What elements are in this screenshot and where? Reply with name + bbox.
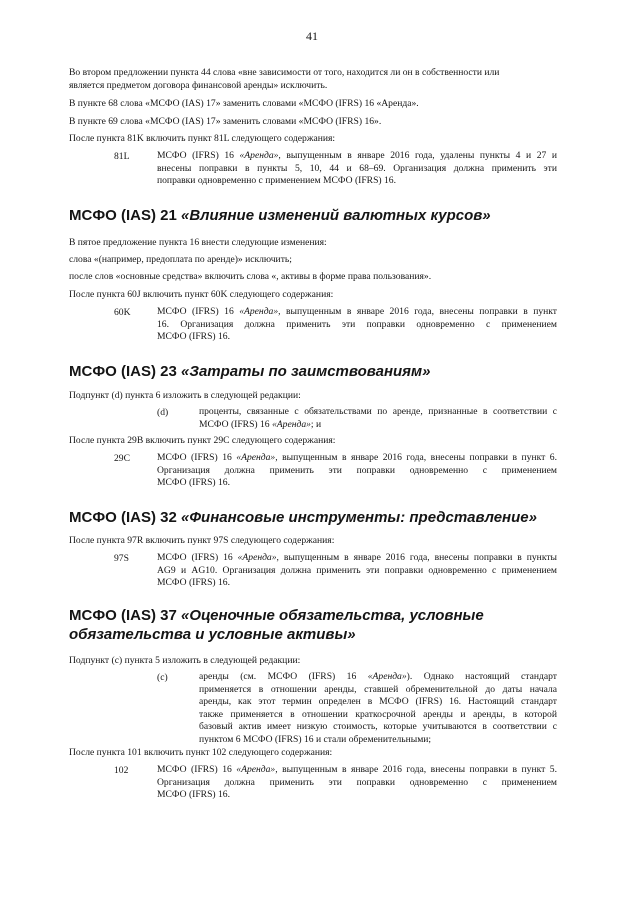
section-heading-ias37: МСФО (IAS) 37 «Оценочные обязательства, условные: [69, 607, 484, 624]
item-text-97s: МСФО (IFRS) 16 «Аренда», выпущенным в январе 2016 года, внесены поправки в пункты AG9 и AG10. Организация должна применить эти поправки одновременно с применением МСФО (IFRS) 16.: [157, 552, 557, 589]
subitem-text-c: аренды (см. МСФО (IFRS) 16 «Аренда»). Однако настоящий стандарт применяется в отношении аренды, ставшей обременительной до даты начала аренды, как этот термин определен в МСФО (IFRS) 16. Настоящий стандарт также применяется в отношении краткосрочной аренды и аренды, в которой базовый актив имеет низкую стоимость, которые учитываются в соответствии с пунктом 6 МСФО (IFRS) 16 и стали обременительными;: [199, 671, 557, 745]
subitem-number-d: (d): [157, 407, 169, 418]
paragraph-ias17-81k: После пункта 81K включить пункт 81L следующего содержания:: [69, 133, 336, 144]
item-number-81l: 81L: [114, 151, 130, 162]
item-text-29c: МСФО (IFRS) 16 «Аренда», выпущенным в январе 2016 года, внесены поправки в пункт 6. Организация должна применить эти поправки одновременно с применением МСФО (IFRS) 16.: [157, 452, 557, 489]
paragraph-ias37-5c: Подпункт (c) пункта 5 изложить в следующей редакции:: [69, 655, 301, 666]
paragraph-ias21-16: В пятое предложение пункта 16 внести следующие изменения:: [69, 237, 327, 248]
page-number: 41: [306, 29, 318, 43]
paragraph-ias21-include: после слов «основные средства» включить слова «, активы в форме права пользования».: [69, 271, 432, 282]
item-text-81l: МСФО (IFRS) 16 «Аренда», выпущенным в январе 2016 года, удалены пункты 4 и 27 и внесены поправки в пункты 5, 10, 44 и 68–69. Организация должна применить эти поправки одновременно с применением МСФО (IFRS) 16.: [157, 150, 558, 187]
subitem-text-d: проценты, связанные с обязательствами по аренде, признанные в соответствии с МСФО (IFRS) 16 «Аренда»; и: [199, 406, 557, 430]
subitem-number-c: (c): [157, 672, 168, 683]
item-text-102: МСФО (IFRS) 16 «Аренда», выпущенным в январе 2016 года, внесены поправки в пункт 5. Организация должна применить эти поправки одновременно с применением МСФО (IFRS) 16.: [157, 764, 557, 801]
item-number-29c: 29C: [114, 453, 130, 464]
item-number-97s: 97S: [114, 553, 129, 564]
paragraph-ias17-44-line1: Во втором предложении пункта 44 слова «вне зависимости от того, находится ли он в собственности или: [69, 67, 500, 78]
paragraph-ias23-29b: После пункта 29B включить пункт 29C следующего содержания:: [69, 435, 336, 446]
item-number-102: 102: [114, 765, 129, 776]
section-heading-ias37-line2: обязательства и условные активы»: [69, 626, 356, 643]
item-text-60k: МСФО (IFRS) 16 «Аренда», выпущенным в январе 2016 года, внесены поправки в пункт 16. Организация должна применить эти поправки одновременно с применением МСФО (IFRS) 16.: [157, 306, 557, 343]
paragraph-ias17-44-line2: является предметом договора финансовой аренды» исключить.: [69, 80, 328, 91]
paragraph-ias23-6d: Подпункт (d) пункта 6 изложить в следующей редакции:: [69, 390, 301, 401]
section-heading-ias21: МСФО (IAS) 21 «Влияние изменений валютных курсов»: [69, 207, 491, 224]
section-heading-ias32: МСФО (IAS) 32 «Финансовые инструменты: представление»: [69, 509, 537, 526]
paragraph-ias21-60j: После пункта 60J включить пункт 60K следующего содержания:: [69, 289, 334, 300]
paragraph-ias21-exclude: слова «(например, предоплата по аренде)» исключить;: [69, 254, 292, 265]
section-heading-ias23: МСФО (IAS) 23 «Затраты по заимствованиям»: [69, 363, 431, 380]
paragraph-ias17-68: В пункте 68 слова «МСФО (IAS) 17» заменить словами «МСФО (IFRS) 16 «Аренда».: [69, 98, 419, 109]
paragraph-ias32-97r: После пункта 97R включить пункт 97S следующего содержания:: [69, 535, 335, 546]
paragraph-ias17-69: В пункте 69 слова «МСФО (IAS) 17» заменить словами «МСФО (IFRS) 16».: [69, 116, 382, 127]
paragraph-ias37-101: После пункта 101 включить пункт 102 следующего содержания:: [69, 747, 333, 758]
item-number-60k: 60K: [114, 307, 131, 318]
